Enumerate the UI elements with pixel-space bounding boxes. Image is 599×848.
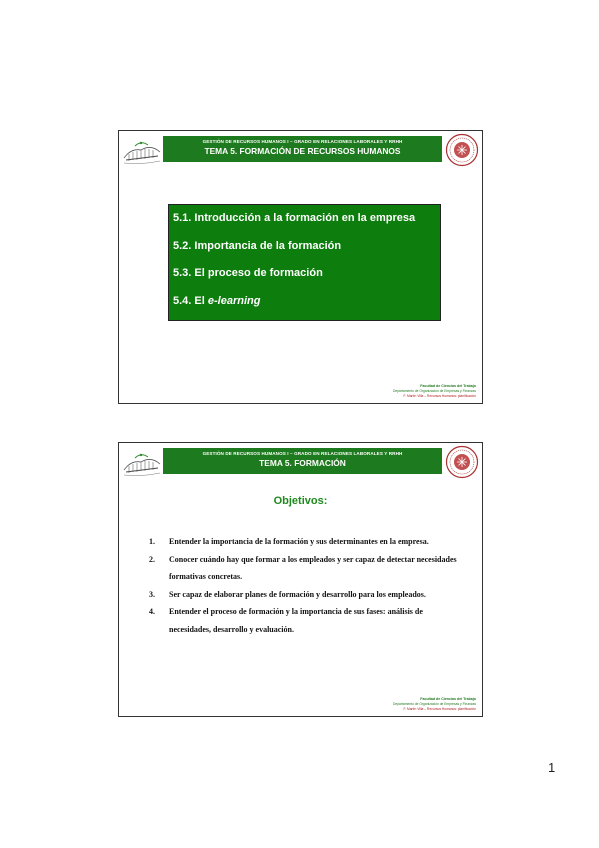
footer-department: Departamento de Organización de Empresas y Finanzas bbox=[392, 389, 476, 393]
objective-text: Conocer cuándo hay que formar a los empleados y ser capaz de detectar necesidades formativas concretas. bbox=[169, 554, 457, 581]
toc-number: 5.3. bbox=[173, 267, 192, 279]
objective-text: Entender la importancia de la formación y sus determinantes en la empresa. bbox=[169, 537, 429, 546]
toc-item bbox=[173, 212, 440, 240]
toc-text-prefix: El bbox=[194, 294, 205, 307]
footer-author: F. Martín Villa – Recursos Humanos: planificación bbox=[403, 707, 476, 711]
toc-item bbox=[173, 267, 440, 295]
university-building-logo bbox=[121, 134, 163, 166]
slide-1 bbox=[118, 130, 483, 404]
objective-text: Ser capaz de elaborar planes de formación y desarrollo para los empleados. bbox=[169, 589, 426, 599]
contents-box bbox=[168, 204, 441, 321]
toc-number: 5.2. bbox=[173, 239, 192, 252]
toc-item bbox=[173, 295, 440, 323]
page-number: 1 bbox=[548, 760, 556, 775]
toc-text: El proceso de formación bbox=[194, 267, 323, 279]
toc-text-italic: e-learning bbox=[207, 294, 261, 307]
toc-item bbox=[173, 240, 440, 268]
footer-author: F. Martín Villa – Recursos Humanos: planificación bbox=[403, 394, 476, 398]
university-seal-icon bbox=[445, 133, 479, 167]
footer-faculty: Facultad de Ciencias del Trabajo bbox=[420, 697, 476, 701]
objective-item bbox=[149, 533, 460, 551]
objective-number: 3. bbox=[149, 589, 155, 599]
slide-header bbox=[119, 131, 482, 169]
tema-title: TEMA 5. FORMACIÓN bbox=[259, 458, 346, 468]
course-title: GESTIÓN DE RECURSOS HUMANOS I – GRADO EN RELACIONES LABORALES Y RRHH bbox=[202, 451, 403, 456]
objectives-list bbox=[149, 533, 460, 638]
toc-text: Importancia de la formación bbox=[194, 239, 342, 252]
footer-department: Departamento de Organización de Empresas y Finanzas bbox=[392, 702, 476, 706]
objective-text: Entender el proceso de formación y la importancia de sus fases: análisis de necesidades, desarrollo y evaluación. bbox=[169, 607, 423, 634]
objective-item bbox=[149, 603, 460, 638]
slide-header bbox=[119, 443, 482, 481]
objective-number: 1. bbox=[149, 537, 155, 546]
slide-2 bbox=[118, 442, 483, 717]
objective-item bbox=[149, 551, 460, 586]
university-seal-icon bbox=[445, 445, 479, 479]
toc-number: 5.1. bbox=[173, 212, 192, 224]
toc-text: Introducción a la formación en la empresa bbox=[194, 212, 416, 224]
university-building-logo bbox=[121, 446, 163, 478]
objective-number: 4. bbox=[149, 607, 155, 616]
title-banner bbox=[163, 448, 442, 474]
tema-title: TEMA 5. FORMACIÓN DE RECURSOS HUMANOS bbox=[204, 146, 401, 156]
footer-faculty: Facultad de Ciencias del Trabajo bbox=[420, 384, 476, 388]
course-title: GESTIÓN DE RECURSOS HUMANOS I – GRADO EN RELACIONES LABORALES Y RRHH bbox=[202, 139, 403, 144]
title-banner bbox=[163, 136, 442, 162]
slide-footer bbox=[393, 697, 476, 712]
objective-number: 2. bbox=[149, 554, 155, 564]
objective-item bbox=[149, 586, 460, 604]
slide-footer bbox=[393, 384, 476, 399]
objectives-title: Objetivos: bbox=[273, 495, 328, 507]
toc-number: 5.4. bbox=[173, 294, 192, 307]
